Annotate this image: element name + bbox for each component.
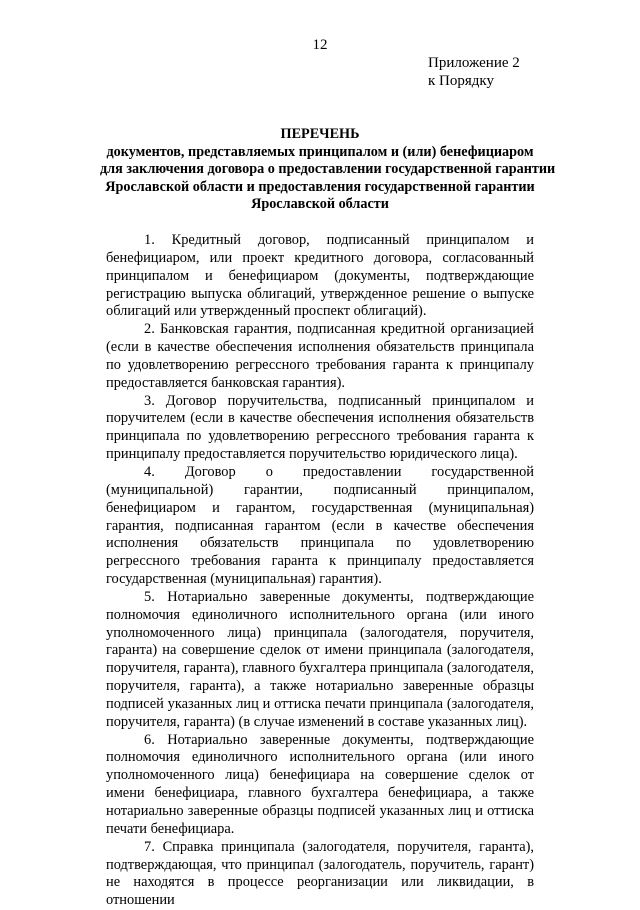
title-line: для заключения договора о предоставлении государственной гарантии — [100, 161, 556, 177]
appendix-reference — [428, 54, 520, 90]
title-heading: ПЕРЕЧЕНЬ — [280, 126, 360, 142]
appendix-line: к Порядку — [428, 73, 494, 89]
title-line: Ярославской области и предоставления государственной гарантии — [105, 178, 535, 195]
list-paragraph: 5. Нотариально заверенные документы, подтверждающие полномочия единоличного исполнительного органа (или иного уполномоченного лица) принципала (залогодателя, поручителя, гаранта) на совершение сделок от имени принципала (залогодателя, поручителя, гаранта), главного бухгалтера принципала (залогодателя, поручителя, гаранта), а также нотариально заверенные образцы подписей указанных лиц и оттиска печати принципала (залогодателя, поручителя, гаранта) (в случае изменений в составе указанных лиц). — [106, 588, 534, 730]
document-title — [100, 126, 556, 214]
list-paragraph: 4. Договор о предоставлении государственной (муниципальной) гарантии, подписанный принципалом, бенефициаром и гарантом, государственная (муниципальная) гарантия, подписанная гарантом (если в качестве обеспечения исполнения обязательств принципала по удовлетворению регрессного требования гаранта к принципалу предоставляется государственная (муниципальная) гарантия). — [106, 463, 534, 588]
list-paragraph: 6. Нотариально заверенные документы, подтверждающие полномочия единоличного исполнительного органа (или иного уполномоченного лица) бенефициара на совершение сделок от имени бенефициара, главного бухгалтера бенефициара, а также нотариально заверенные образцы подписей указанных лиц и оттиска печати бенефициара. — [106, 731, 534, 837]
list-paragraph: 2. Банковская гарантия, подписанная кредитной организацией (если в качестве обеспечения исполнения обязательств принципала по удовлетворению регрессного требования гаранта к принципалу предоставляется банковская гарантия). — [106, 321, 534, 391]
page-number: 12 — [312, 37, 328, 53]
title-line: Ярославской области — [251, 196, 389, 212]
title-line: документов, представляемых принципалом и (или) бенефициаром — [106, 143, 534, 160]
appendix-line: Приложение 2 — [428, 55, 520, 71]
list-paragraph: 7. Справка принципала (залогодателя, поручителя, гаранта), подтверждающая, что принципал (залогодатель, поручитель, гарант) не находятся в процессе реорганизации или ликвидации, в отношении — [106, 838, 534, 909]
list-paragraph: 3. Договор поручительства, подписанный принципалом и поручителем (если в качестве обеспечения исполнения обязательств принципала по удовлетворению регрессного требования гаранта к принципалу предоставляется поручительство юридического лица). — [106, 392, 534, 463]
document-body — [106, 232, 534, 910]
list-paragraph: 1. Кредитный договор, подписанный принципалом и бенефициаром, или проект кредитного договора, согласованный принципалом и бенефициаром (документы, подтверждающие регистрацию выпуска облигаций, утвержденное решение о выпуске облигаций или утвержденный проспект облигаций). — [106, 232, 534, 320]
